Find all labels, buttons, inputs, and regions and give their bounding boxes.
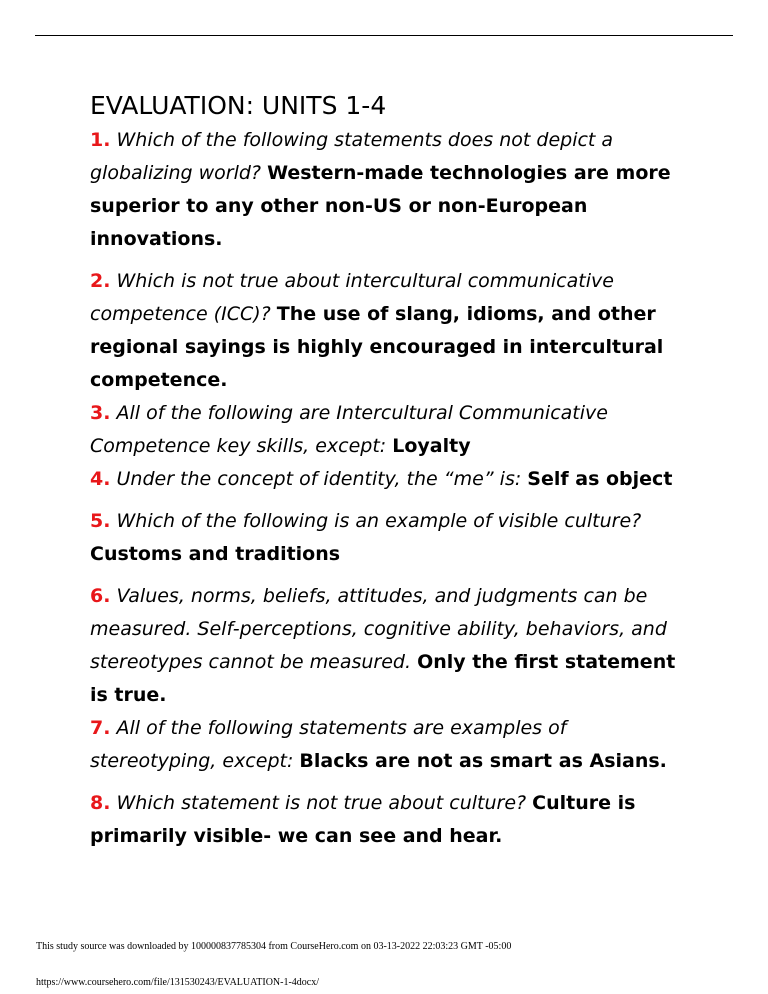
question-number: 7. [90, 717, 111, 739]
question-answer: Culture is primarily visible- we can see and hear. [90, 792, 636, 847]
question-5 [90, 505, 690, 571]
document-title: EVALUATION: UNITS 1-4 [90, 91, 387, 120]
question-number: 5. [90, 510, 111, 532]
question-number: 4. [90, 468, 111, 490]
question-4 [90, 463, 690, 496]
question-number: 8. [90, 792, 111, 814]
question-3 [90, 397, 690, 463]
question-answer: Blacks are not as smart as Asians. [299, 750, 667, 772]
download-notice: This study source was downloaded by 100000837785304 from CourseHero.com on 03-13-2022 22:03:23 GMT -05:00 [36, 941, 512, 952]
question-text: Which statement is not true about culture? [116, 792, 527, 814]
question-text: All of the following are Intercultural Communicative Competence key skills, except: [90, 402, 608, 457]
question-6 [90, 580, 690, 712]
question-text: Under the concept of identity, the “me” is: [116, 468, 522, 490]
question-number: 6. [90, 585, 111, 607]
document-body [90, 90, 690, 853]
source-url[interactable]: https://www.coursehero.com/file/131530243/EVALUATION-1-4docx/ [36, 977, 320, 988]
question-text: Which of the following statements does not depict a globalizing world? [90, 129, 614, 184]
top-rule [35, 35, 733, 36]
question-answer: Customs and traditions [90, 543, 341, 565]
question-8 [90, 787, 690, 853]
question-text: Which is not true about intercultural communicative competence (ICC)? [90, 270, 614, 325]
question-number: 2. [90, 270, 111, 292]
question-text: Which of the following is an example of visible culture? [116, 510, 642, 532]
question-answer: Western-made technologies are more superior to any other non-US or non-European innovations. [90, 162, 671, 250]
question-number: 1. [90, 129, 111, 151]
question-answer: Self as object [527, 468, 673, 490]
question-answer: Only the first statement is true. [90, 651, 676, 706]
question-2 [90, 265, 690, 397]
question-1 [90, 124, 690, 256]
question-number: 3. [90, 402, 111, 424]
question-answer: The use of slang, idioms, and other regional sayings is highly encouraged in intercultural competence. [90, 303, 664, 391]
question-text: All of the following statements are examples of stereotyping, except: [90, 717, 567, 772]
question-text: Values, norms, beliefs, attitudes, and judgments can be measured. Self-perceptions, cognitive ability, behaviors, and stereotypes cannot be measured. [90, 585, 667, 673]
question-answer: Loyalty [392, 435, 471, 457]
question-7 [90, 712, 690, 778]
